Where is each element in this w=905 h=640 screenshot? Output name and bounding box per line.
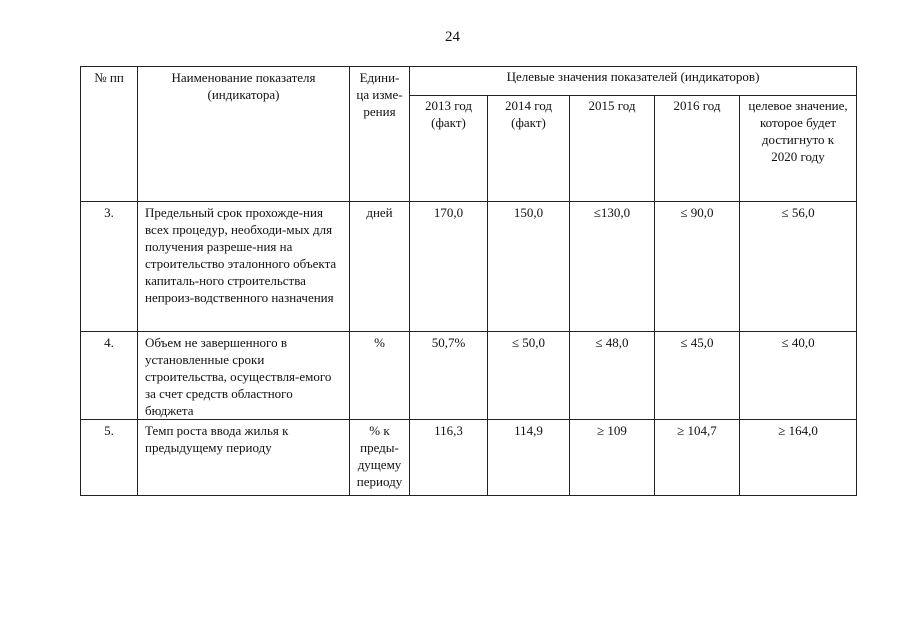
value-2013: 170,0: [410, 202, 488, 332]
header-row-1: [81, 67, 857, 96]
header-unit: Едини-ца изме-рения: [350, 67, 410, 202]
header-year-2014: 2014 год (факт): [488, 96, 570, 202]
value-2015: ≤130,0: [570, 202, 655, 332]
indicator-name: Темп роста ввода жилья к предыдущему периоду: [138, 420, 350, 496]
row-number: 4.: [81, 332, 138, 420]
unit-of-measure: %: [350, 332, 410, 420]
header-num: № пп: [81, 67, 138, 202]
unit-of-measure: дней: [350, 202, 410, 332]
header-year-2015: 2015 год: [570, 96, 655, 202]
indicator-name: Объем не завершенного в установленные сроки строительства, осуществля-емого за счет средств областного бюджета: [138, 332, 350, 420]
header-target-values-group: Целевые значения показателей (индикаторов): [410, 67, 857, 96]
value-target-2020: ≥ 164,0: [740, 420, 857, 496]
header-year-2013: 2013 год (факт): [410, 96, 488, 202]
value-target-2020: ≤ 40,0: [740, 332, 857, 420]
value-2015: ≤ 48,0: [570, 332, 655, 420]
value-2014: 114,9: [488, 420, 570, 496]
value-2014: 150,0: [488, 202, 570, 332]
value-target-2020: ≤ 56,0: [740, 202, 857, 332]
row-number: 5.: [81, 420, 138, 496]
header-year-2016: 2016 год: [655, 96, 740, 202]
value-2013: 116,3: [410, 420, 488, 496]
page-number: 24: [445, 29, 460, 45]
header-target-2020: целевое значение, которое будет достигнуто к 2020 году: [740, 96, 857, 202]
table-row: [81, 332, 857, 420]
table-row: [81, 202, 857, 332]
value-2014: ≤ 50,0: [488, 332, 570, 420]
value-2016: ≥ 104,7: [655, 420, 740, 496]
indicator-name: Предельный срок прохожде-ния всех процедур, необходи-мых для получения разреше-ния на строительство эталонного объекта капиталь-ного строительства непроиз-водственного назначения: [138, 202, 350, 332]
indicators-table: [80, 66, 857, 496]
header-name: Наименование показателя (индикатора): [138, 67, 350, 202]
row-number: 3.: [81, 202, 138, 332]
value-2016: ≤ 90,0: [655, 202, 740, 332]
table-row: [81, 420, 857, 496]
value-2013: 50,7%: [410, 332, 488, 420]
unit-of-measure: % к преды-дущему периоду: [350, 420, 410, 496]
value-2016: ≤ 45,0: [655, 332, 740, 420]
value-2015: ≥ 109: [570, 420, 655, 496]
